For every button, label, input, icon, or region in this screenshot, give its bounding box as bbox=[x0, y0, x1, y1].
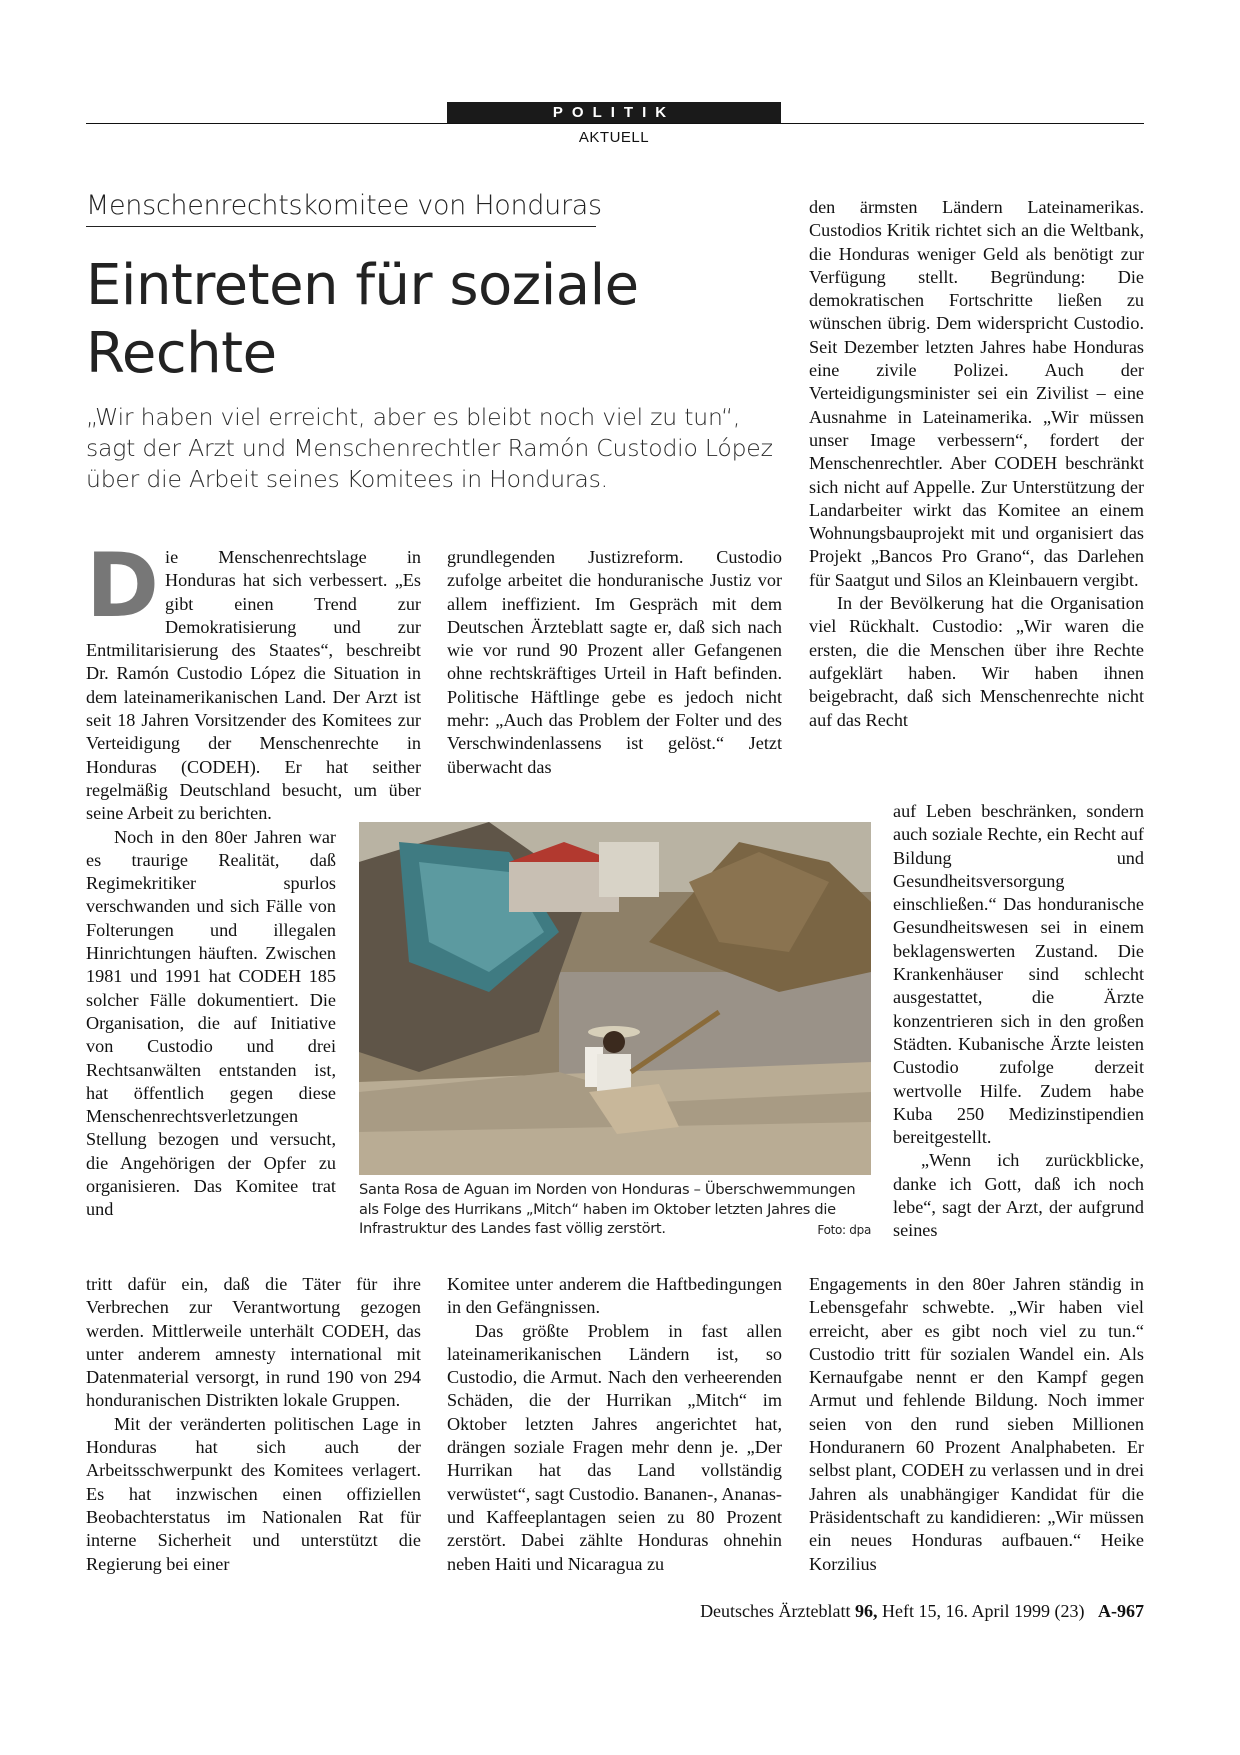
paragraph: „Wenn ich zurückblicke, danke ich Gott, daß ich noch lebe“, sagt der Arzt, der aufgrund seines bbox=[893, 1150, 1144, 1241]
journal-name: Deutsches Ärzteblatt bbox=[700, 1601, 851, 1621]
subsection-label: AKTUELL bbox=[578, 129, 650, 146]
paragraph: den ärmsten Ländern Lateinamerikas. Custodios Kritik richtet sich an die Weltbank, die Honduras weniger Geld als benötigt zur Verfügung stellt. Begründung: Die demokratischen Fortschritte ließen zu wünschen übrig. Dem widerspricht Custodio. Seit Dezember letzten Jahres habe Honduras eine zivile Polizei. Auch der Verteidigungsminister sei ein Zivilist – eine Ausnahme in Lateinamerika. „Wir müssen unser Image verbessern“, fordert der Menschenrechtler. Aber CODEH beschränkt sich nicht auf Appelle. Zur Unterstützung der Landarbeiter wirkt das Komitee an einem Wohnungsbauprojekt mit und organisiert das Projekt „Bancos Pro Grano“, das Darlehen für Saatgut und Silos an Kleinbauern vergibt. bbox=[809, 197, 1144, 590]
page-footer bbox=[700, 1601, 1144, 1622]
column-1-lower bbox=[86, 1273, 421, 1576]
column-3 bbox=[809, 196, 1144, 732]
paragraph: In der Bevölkerung hat die Organisation viel Rückhalt. Custodio: „Wir waren die ersten, die die Menschen über ihre Rechte aufgeklärt haben. Wir haben ihnen beigebracht, daß sich Menschenrechte nicht auf das Recht bbox=[809, 593, 1144, 730]
column-2 bbox=[447, 546, 782, 779]
paragraph: auf Leben beschränken, sondern auch soziale Rechte, ein Recht auf Bildung und Gesundheitsversorgung einschließen.“ Das honduranische Gesundheitswesen sei in einem beklagenswerten Zustand. Die Krankenhäuser sind schlecht ausgestattet, die Ärzte konzentrieren sich in den großen Städten. Kubanische Ärzte leisten Custodio zufolge derzeit wertvolle Hilfe. Zudem habe Kuba 250 Medizinstipendien bereitgestellt. bbox=[893, 801, 1144, 1148]
paragraph: grundlegenden Justizreform. Custodio zufolge arbeitet die honduranische Justiz vor allem ineffizient. Im Gespräch mit dem Deutschen Ärzteblatt sagte er, daß sich nach wie vor rund 90 Prozent aller Gefangenen ohne rechtskräftiges Urteil in Haft befinden. Politische Häftlinge gebe es jedoch nicht mehr: „Auch das Problem der Folter und des Verschwindenlassens ist gelöst.“ Jetzt überwacht das bbox=[447, 547, 782, 777]
paragraph bbox=[86, 534, 421, 826]
paragraph-text: ie Menschenrechtslage in Honduras hat sich verbessert. „Es gibt einen Trend zur Demokratisierung und zur Entmilitarisierung des Staates“, beschreibt Dr. Ramón Custodio López die Situation in dem lateinamerikanischen Land. Der Arzt ist seit 18 Jahren Vorsitzender des Komitees zur Verteidigung der Menschenrechte in Honduras (CODEH). Er hat seither regelmäßig Deutschland besucht, um über seine Arbeit zu berichten. bbox=[86, 547, 421, 824]
header-rule bbox=[86, 123, 1144, 124]
column-3-wrap bbox=[893, 800, 1144, 1243]
article-kicker: Menschenrechtskomitee von Honduras bbox=[86, 190, 596, 227]
flood-scene-image bbox=[359, 822, 871, 1175]
journal-issue: Heft 15, 16. April 1999 (23) bbox=[882, 1601, 1085, 1621]
photo-credit: Foto: dpa bbox=[817, 1223, 871, 1237]
drop-cap: D bbox=[86, 534, 160, 637]
article-headline: Eintreten für soziale Rechte bbox=[86, 253, 639, 386]
article-lead: „Wir haben viel erreicht, aber es bleibt noch viel zu tun“, sagt der Arzt und Menschenrechtler Ramón Custodio López über die Arbeit seines Komitees in Honduras. bbox=[86, 403, 773, 493]
paragraph: Komitee unter anderem die Haftbedingungen in den Gefängnissen. bbox=[447, 1274, 782, 1318]
paragraph: Noch in den 80er Jahren war es traurige Realität, daß Regimekritiker spurlos verschwanden und sich Fälle von Folterungen und illegalen Hinrichtungen häuften. Zwischen 1981 und 1991 hat CODEH 185 solcher Fälle dokumentiert. Die Organisation, die auf Initiative von Custodio und drei Rechtsanwälten entstanden ist, hat öffentlich gegen diese Menschenrechtsverletzungen Stellung bezogen und versucht, die Angehörigen der Opfer zu organisieren. Das Komitee trat und bbox=[86, 826, 336, 1220]
column-3-lower bbox=[809, 1273, 1144, 1576]
page-number: A-967 bbox=[1098, 1601, 1144, 1621]
paragraph: Mit der veränderten politischen Lage in Honduras hat sich auch der Arbeitsschwerpunkt des Komitees verlagert. Es hat inzwischen einen offiziellen Beobachterstatus im Nationalen Rat für interne Sicherheit und unterstützt die Regierung bei einer bbox=[86, 1413, 421, 1574]
paragraph: Engagements in den 80er Jahren ständig in Lebensgefahr schwebte. „Wir haben viel erreicht, aber es gibt noch viel zu tun.“ Custodio tritt für sozialen Wandel ein. Als Kernaufgabe nennt er den Kampf gegen Armut und fehlende Bildung. Noch immer seien von den rund sieben Millionen Honduranern 60 Prozent Analphabeten. Er selbst plant, CODEH zu verlassen und in drei Jahren als unabhängiger Kandidat für die Präsidentschaft zu kandidieren: „Wir müssen ein neues Honduras aufbauen.“ Heike Korzilius bbox=[809, 1274, 1144, 1574]
paragraph: Das größte Problem in fast allen lateinamerikanischen Ländern ist, so Custodio, die Armut. Nach den verheerenden Schäden, die der Hurrikan „Mitch“ im Oktober letzten Jahres angerichtet hat, drängen soziale Fragen mehr denn je. „Der Hurrikan hat das Land vollständig verwüstet“, sagt Custodio. Bananen-, Ananas- und Kaffeeplantagen seien zu 80 Prozent zerstört. Dabei zählte Honduras ohnehin neben Haiti und Nicaragua zu bbox=[447, 1320, 782, 1574]
column-2-lower bbox=[447, 1273, 782, 1576]
journal-volume: 96, bbox=[855, 1601, 878, 1621]
paragraph: tritt dafür ein, daß die Täter für ihre Verbrechen zur Verantwortung gezogen werden. Mittlerweile unterhält CODEH, das unter anderem amnesty international mit Datenmaterial versorgt, in rund 190 von 294 honduranischen Distrikten lokale Gruppen. bbox=[86, 1274, 421, 1411]
photo-caption bbox=[359, 1180, 871, 1241]
article-photo bbox=[359, 822, 871, 1175]
section-label: POLITIK bbox=[447, 102, 781, 123]
caption-text: Santa Rosa de Aguan im Norden von Honduras – Überschwemmungen als Folge des Hurrikans „Mitch“ haben im Oktober letzten Jahres die Infrastruktur des Landes fast völlig zerstört. bbox=[359, 1181, 856, 1237]
